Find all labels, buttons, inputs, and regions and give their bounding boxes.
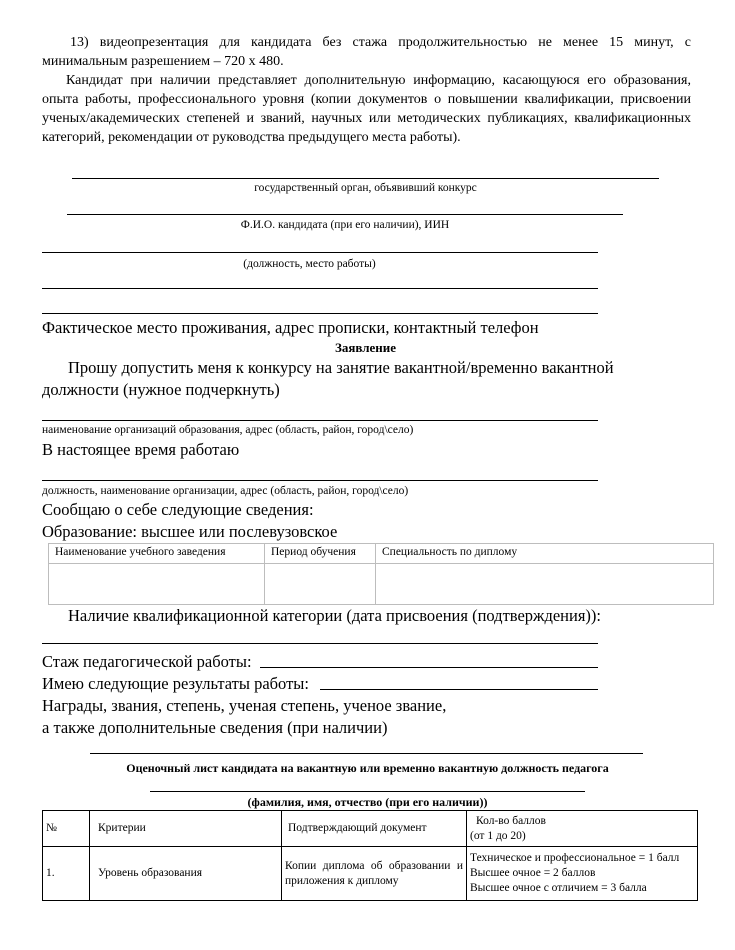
experience-label: Стаж педагогической работы: [42,652,252,671]
category-line[interactable] [42,643,598,644]
edu-cell-institution[interactable] [49,564,265,605]
evaluation-table [42,810,698,901]
eval-fio-line[interactable] [150,791,585,792]
eval-header-points-line1: Кол-во баллов [476,814,546,827]
blank-line-2[interactable] [42,313,598,314]
eval-header-points-line2: (от 1 до 20) [470,829,526,842]
eval-top-line[interactable] [90,753,643,754]
fio-caption: Ф.И.О. кандидата (при его наличии), ИИН [240,219,450,231]
request-line-2: должности (нужное подчеркнуть) [42,380,280,399]
results-line[interactable] [320,689,598,690]
gov-body-caption: государственный орган, объявивший конкурс [254,182,477,194]
awards-line-1: Награды, звания, степень, ученая степень, ученое звание, [42,696,447,715]
position-caption: (должность, место работы) [243,258,376,270]
edu-header-period: Период обучения [265,544,376,564]
eval-header-points [467,811,698,847]
eval-header-num: № [43,811,90,847]
eval-points-option-1: Техническое и профессиональное = 1 балл [470,852,680,864]
eval-points-option-3: Высшее очное с отличием = 3 балла [470,882,647,894]
awards-line-2: а также дополнительные сведения (при наличии) [42,718,388,737]
evaluation-fio-caption: (фамилия, имя, отчество (при его наличии)) [247,795,488,809]
category-label: Наличие квалификационной категории (дата присвоения (подтверждения)): [68,606,601,625]
eval-row-num: 1. [43,847,90,901]
about-label: Сообщаю о себе следующие сведения: [42,500,314,519]
fio-line[interactable] [67,214,623,215]
org-caption: наименование организаций образования, адрес (область, район, город\село) [42,424,414,436]
evaluation-title: Оценочный лист кандидата на вакантную или временно вакантную должность педагога [126,761,609,775]
results-label: Имею следующие результаты работы: [42,674,309,693]
edu-header-specialty: Специальность по диплому [376,544,714,564]
work-caption: должность, наименование организации, адрес (область, район, город\село) [42,485,409,497]
org-line[interactable] [42,420,598,421]
position-line[interactable] [42,252,598,253]
experience-line[interactable] [260,667,598,668]
edu-cell-period[interactable] [265,564,376,605]
edu-cell-specialty[interactable] [376,564,714,605]
item-13-text: 13) видеопрезентация для кандидата без стажа продолжительностью не менее 15 минут, с минимальным разрешением – 720 x 480. [42,35,691,69]
application-title: Заявление [335,340,397,355]
eval-header-criteria: Критерии [90,811,282,847]
eval-row-criteria: Уровень образования [90,847,282,901]
eval-row-document: Копии диплома об образовании и приложения к диплому [282,847,467,901]
request-line-1: Прошу допустить меня к конкурсу на занятие вакантной/временно вакантной [68,358,614,377]
table-row [43,847,698,901]
education-label: Образование: высшее или послевузовское [42,522,338,541]
working-now-label: В настоящее время работаю [42,440,240,459]
eval-header-document: Подтверждающий документ [282,811,467,847]
gov-body-line[interactable] [72,178,659,179]
eval-points-option-2: Высшее очное = 2 баллов [470,867,596,879]
education-table [48,543,714,605]
blank-line-1[interactable] [42,288,598,289]
edu-header-institution: Наименование учебного заведения [49,544,265,564]
additional-info-text: Кандидат при наличии представляет дополнительную информацию, касающуюся его образования, опыта работы, профессионального уровня (копии документов о повышении квалификации, присвоении ученых/академических степеней и званий, научных или методических публикациях, квалификационных категорий, рекомендации от руководства предыдущего места работы). [42,73,691,145]
residence-label: Фактическое место проживания, адрес прописки, контактный телефон [42,318,539,337]
eval-row-points [467,847,698,901]
work-line[interactable] [42,480,598,481]
